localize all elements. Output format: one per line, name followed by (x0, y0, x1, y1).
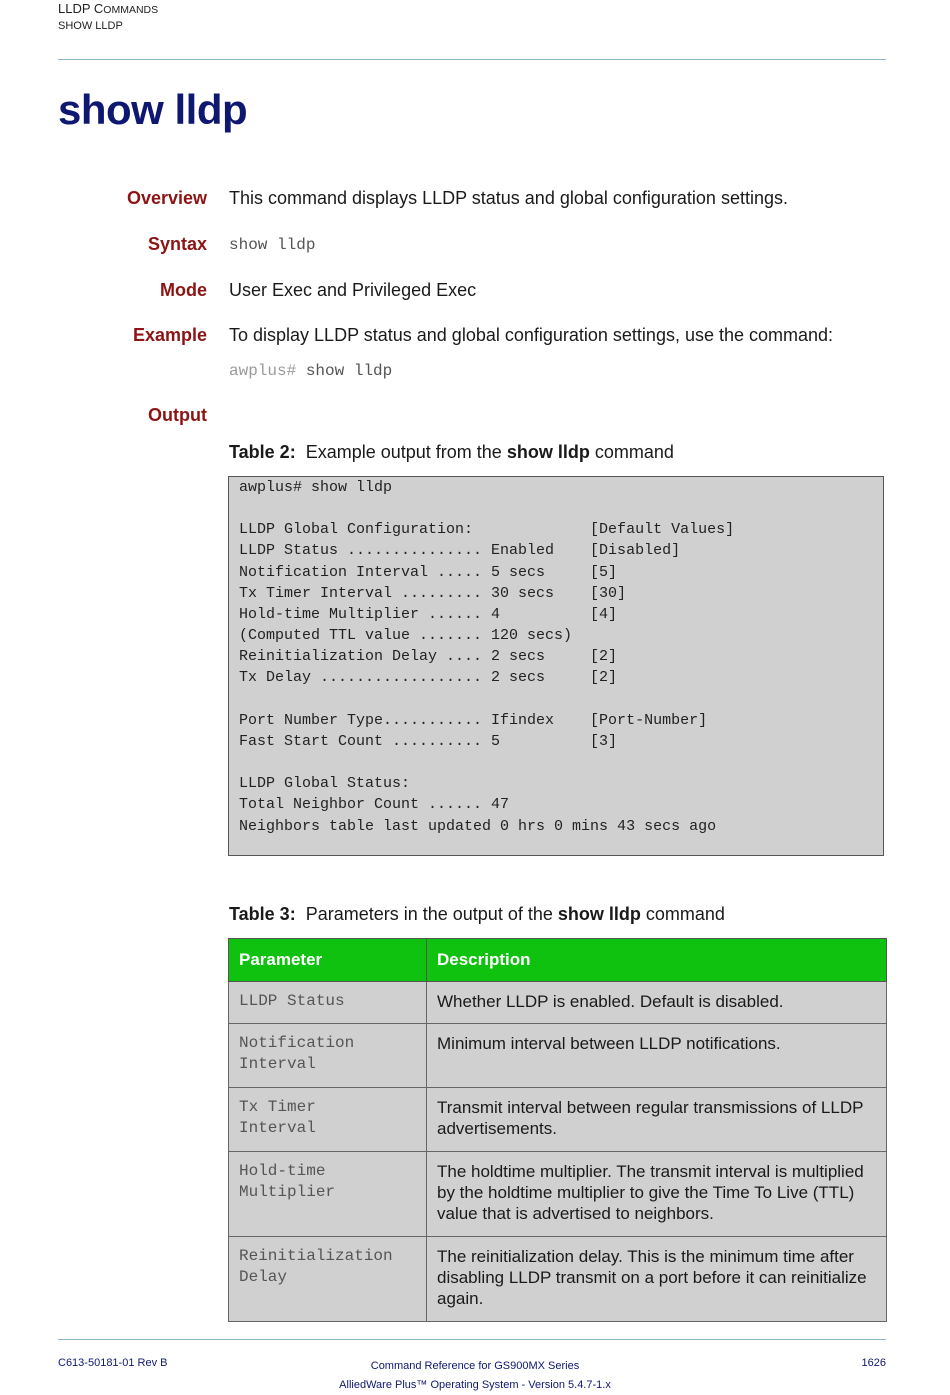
syntax-label: Syntax (147, 234, 207, 254)
running-header-subsection: SHOW LLDP (58, 20, 123, 32)
table3-caption: Table 3: Parameters in the output of the show lldp command (229, 904, 725, 924)
example-text: To display LLDP status and global configuration settings, use the command: (229, 325, 834, 345)
parameters-table (228, 938, 887, 1322)
param-cell: Hold-time Multiplier (229, 1152, 427, 1237)
footer-reference (290, 1357, 660, 1395)
param-cell: Reinitialization Delay (229, 1237, 427, 1322)
param-cell: LLDP Status (229, 982, 427, 1024)
desc-cell: The reinitialization delay. This is the minimum time after disabling LLDP transmit on a port before it can reinitialize again. (427, 1237, 887, 1322)
desc-cell: Minimum interval between LLDP notifications. (427, 1024, 887, 1088)
header-description: Description (427, 939, 887, 982)
param-cell: Tx Timer Interval (229, 1088, 427, 1152)
example-prompt: awplus# (229, 362, 297, 380)
header-parameter: Parameter (229, 939, 427, 982)
footer-doc-id: C613-50181-01 Rev B (58, 1357, 168, 1369)
table-row (229, 1088, 887, 1152)
desc-cell: Whether LLDP is enabled. Default is disabled. (427, 982, 887, 1024)
overview-text: This command displays LLDP status and global configuration settings. (229, 188, 788, 208)
running-header (58, 1, 158, 34)
table2-caption: Table 2: Example output from the show lldp command (229, 442, 674, 462)
footer-rule (58, 1339, 886, 1340)
table-row (229, 1237, 887, 1322)
mode-label: Mode (160, 280, 207, 300)
desc-cell: Transmit interval between regular transmissions of LLDP advertisements. (427, 1088, 887, 1152)
table-header-row (229, 939, 887, 982)
footer-reference-line2: AlliedWare Plus™ Operating System - Version 5.4.7-1.x (339, 1379, 611, 1391)
param-cell: Notification Interval (229, 1024, 427, 1088)
example-command (229, 362, 392, 380)
table-row (229, 982, 887, 1024)
syntax-code: show lldp (229, 236, 316, 254)
overview-label: Overview (126, 188, 207, 208)
page-title: show lldp (58, 86, 248, 133)
example-label: Example (132, 325, 207, 345)
footer-page-number: 1626 (861, 1357, 886, 1369)
example-output-box (228, 476, 884, 856)
example-output-text: awplus# show lldp LLDP Global Configuration: [Default Values] LLDP Status ............... Enabled [Disabled] Notification Interval ..... 5 secs [5] Tx Timer Interval ......... 30 secs [30] Hold-time Multiplier ...... 4 [4] (Computed TTL value ....... 120 secs) Reinitialization Delay .... 2 secs [2] Tx Delay .................. 2 secs [2] Port Number Type........... Ifindex [Port-Number] Fast Start Count .......... 5 [3] LLDP Global Status: Total Neighbor Count ...... 47 Neighbors table last updated 0 hrs 0 mins 43 secs ago (239, 479, 735, 835)
table-row (229, 1152, 887, 1237)
example-command-text: show lldp (305, 362, 393, 380)
running-header-section: LLDP COMMANDS (58, 1, 159, 16)
desc-cell: The holdtime multiplier. The transmit interval is multiplied by the holdtime multiplier to give the Time To Live (TTL) value that is advertised to neighbors. (427, 1152, 887, 1237)
footer-reference-line1: Command Reference for GS900MX Series (370, 1360, 580, 1372)
output-label: Output (148, 405, 207, 425)
table-row (229, 1024, 887, 1088)
header-rule (58, 59, 886, 60)
mode-text: User Exec and Privileged Exec (229, 280, 477, 300)
